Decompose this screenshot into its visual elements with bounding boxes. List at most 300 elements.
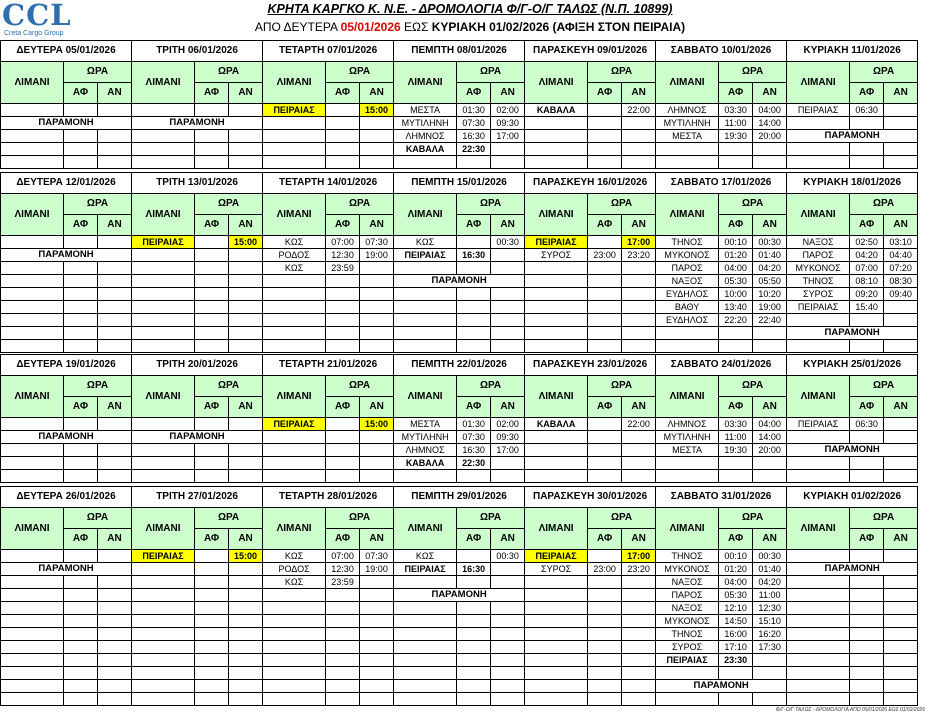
departure-column-header: ΑΝ xyxy=(229,397,263,418)
arrival-time-cell xyxy=(326,615,360,628)
arrival-time-cell xyxy=(326,288,360,301)
schedule-week-2 xyxy=(0,172,918,353)
port-cell xyxy=(787,117,850,130)
departure-time-cell xyxy=(622,628,656,641)
departure-time-cell: 23:20 xyxy=(622,563,656,576)
departure-time-cell xyxy=(622,288,656,301)
arrival-time-cell xyxy=(326,602,360,615)
departure-time-cell xyxy=(491,628,525,641)
arrival-time-cell: 07:30 xyxy=(457,431,491,444)
departure-time-cell xyxy=(884,641,918,654)
arrival-time-cell xyxy=(64,589,98,602)
departure-time-cell xyxy=(491,693,525,706)
arrival-column-header: ΑΦ xyxy=(195,529,229,550)
port-cell: ΠΑΡΟΣ xyxy=(656,262,719,275)
port-cell xyxy=(263,327,326,340)
subtitle-mid: ΕΩΣ xyxy=(400,20,432,34)
arrival-time-cell: 08:10 xyxy=(850,275,884,288)
departure-time-cell xyxy=(622,327,656,340)
departure-column-header: ΑΝ xyxy=(753,529,787,550)
port-cell: ΚΩΣ xyxy=(263,576,326,589)
day-header: ΔΕΥΤΕΡΑ 12/01/2026 xyxy=(1,173,132,194)
port-cell xyxy=(132,602,195,615)
port-cell xyxy=(525,457,588,470)
schedule-row xyxy=(1,117,918,130)
port-cell xyxy=(525,314,588,327)
arrival-time-cell xyxy=(457,680,491,693)
arrival-time-cell xyxy=(588,288,622,301)
arrival-time-cell xyxy=(719,143,753,156)
port-cell: ΚΑΒΑΛΑ xyxy=(525,104,588,117)
arrival-time-cell xyxy=(326,314,360,327)
port-column-header: ΛΙΜΑΝΙ xyxy=(132,194,195,236)
port-cell xyxy=(525,667,588,680)
port-cell: ΡΟΔΟΣ xyxy=(263,563,326,576)
departure-time-cell xyxy=(360,314,394,327)
departure-time-cell xyxy=(360,693,394,706)
layover-note: ΠΑΡΑΜΟΝΗ xyxy=(787,563,918,576)
departure-time-cell xyxy=(360,457,394,470)
port-cell xyxy=(263,431,326,444)
arrival-time-cell xyxy=(64,470,98,483)
port-column-header: ΛΙΜΑΝΙ xyxy=(263,62,326,104)
departure-time-cell xyxy=(360,641,394,654)
port-cell: ΜΥΚΟΝΟΣ xyxy=(656,249,719,262)
arrival-time-cell: 03:30 xyxy=(719,104,753,117)
schedule-row xyxy=(1,654,918,667)
departure-column-header: ΑΝ xyxy=(753,215,787,236)
departure-time-cell xyxy=(884,470,918,483)
arrival-time-cell xyxy=(719,327,753,340)
arrival-time-cell xyxy=(588,444,622,457)
arrival-time-cell xyxy=(326,301,360,314)
departure-time-cell: 09:30 xyxy=(491,117,525,130)
arrival-time-cell xyxy=(195,576,229,589)
departure-time-cell xyxy=(622,117,656,130)
departure-time-cell xyxy=(622,602,656,615)
day-header: ΠΑΡΑΣΚΕΥΗ 09/01/2026 xyxy=(525,41,656,62)
arrival-time-cell: 15:40 xyxy=(850,301,884,314)
port-cell: ΜΕΣΤΑ xyxy=(394,104,457,117)
departure-time-cell xyxy=(98,143,132,156)
departure-time-cell xyxy=(753,470,787,483)
time-column-header: ΩΡΑ xyxy=(588,62,656,83)
port-cell xyxy=(132,340,195,353)
departure-column-header: ΑΝ xyxy=(491,83,525,104)
arrival-time-cell: 23:00 xyxy=(588,249,622,262)
port-cell xyxy=(263,602,326,615)
arrival-time-cell xyxy=(588,156,622,169)
arrival-time-cell: 12:30 xyxy=(326,563,360,576)
layover-note: ΠΑΡΑΜΟΝΗ xyxy=(132,431,263,444)
port-cell xyxy=(263,288,326,301)
port-cell xyxy=(132,275,195,288)
schedule-row xyxy=(1,589,918,602)
arrival-time-cell xyxy=(64,143,98,156)
departure-column-header: ΑΝ xyxy=(98,529,132,550)
departure-time-cell xyxy=(884,628,918,641)
arrival-time-cell: 02:50 xyxy=(850,236,884,249)
arrival-time-cell xyxy=(64,654,98,667)
port-column-header: ΛΙΜΑΝΙ xyxy=(525,508,588,550)
day-header: ΣΑΒΒΑΤΟ 24/01/2026 xyxy=(656,355,787,376)
port-cell xyxy=(263,301,326,314)
departure-time-cell: 19:00 xyxy=(753,301,787,314)
departure-time-cell: 19:00 xyxy=(360,563,394,576)
departure-time-cell xyxy=(491,301,525,314)
arrival-time-cell xyxy=(588,314,622,327)
arrival-time-cell xyxy=(326,327,360,340)
time-column-header: ΩΡΑ xyxy=(64,376,132,397)
departure-time-cell xyxy=(360,654,394,667)
logo-letters: CCL xyxy=(2,0,72,32)
departure-time-cell xyxy=(360,262,394,275)
arrival-time-cell: 11:00 xyxy=(719,431,753,444)
schedule-row xyxy=(1,418,918,431)
departure-time-cell xyxy=(360,576,394,589)
schedule-row xyxy=(1,563,918,576)
port-cell xyxy=(1,314,64,327)
port-cell: ΚΑΒΑΛΑ xyxy=(394,143,457,156)
departure-column-header: ΑΝ xyxy=(884,215,918,236)
port-column-header: ΛΙΜΑΝΙ xyxy=(132,376,195,418)
port-cell xyxy=(787,628,850,641)
port-column-header: ΛΙΜΑΝΙ xyxy=(787,508,850,550)
time-column-header: ΩΡΑ xyxy=(64,62,132,83)
day-header: ΤΡΙΤΗ 13/01/2026 xyxy=(132,173,263,194)
departure-time-cell xyxy=(229,576,263,589)
arrival-column-header: ΑΦ xyxy=(195,397,229,418)
departure-time-cell xyxy=(491,641,525,654)
departure-time-cell: 02:00 xyxy=(491,418,525,431)
port-cell xyxy=(132,641,195,654)
departure-time-cell: 15:00 xyxy=(229,236,263,249)
arrival-time-cell: 07:00 xyxy=(850,262,884,275)
arrival-time-cell xyxy=(588,470,622,483)
day-header: ΠΑΡΑΣΚΕΥΗ 16/01/2026 xyxy=(525,173,656,194)
port-cell: ΠΕΙΡΑΙΑΣ xyxy=(132,236,195,249)
port-cell xyxy=(1,628,64,641)
departure-column-header: ΑΝ xyxy=(491,529,525,550)
port-cell: ΚΑΒΑΛΑ xyxy=(525,418,588,431)
arrival-time-cell xyxy=(719,156,753,169)
port-cell xyxy=(1,589,64,602)
departure-time-cell: 22:00 xyxy=(622,104,656,117)
port-cell: ΜΥΤΙΛΗΝΗ xyxy=(394,431,457,444)
arrival-column-header: ΑΦ xyxy=(64,529,98,550)
layover-note: ΠΑΡΑΜΟΝΗ xyxy=(132,117,263,130)
arrival-time-cell xyxy=(588,589,622,602)
port-cell xyxy=(656,667,719,680)
departure-time-cell: 09:30 xyxy=(491,431,525,444)
subtitle-start-date: 05/01/2026 xyxy=(340,20,401,34)
schedule-row xyxy=(1,641,918,654)
port-cell xyxy=(263,667,326,680)
arrival-time-cell: 16:30 xyxy=(457,444,491,457)
time-column-header: ΩΡΑ xyxy=(326,508,394,529)
arrival-column-header: ΑΦ xyxy=(326,83,360,104)
departure-column-header: ΑΝ xyxy=(753,83,787,104)
departure-time-cell xyxy=(98,288,132,301)
departure-time-cell xyxy=(884,431,918,444)
day-header-row xyxy=(1,355,918,376)
arrival-time-cell: 23:59 xyxy=(326,576,360,589)
departure-time-cell: 22:40 xyxy=(753,314,787,327)
arrival-time-cell xyxy=(195,340,229,353)
departure-column-header: ΑΝ xyxy=(229,215,263,236)
arrival-column-header: ΑΦ xyxy=(588,83,622,104)
arrival-time-cell xyxy=(588,143,622,156)
departure-column-header: ΑΝ xyxy=(622,529,656,550)
arrival-time-cell xyxy=(195,236,229,249)
departure-time-cell xyxy=(622,667,656,680)
schedule-row xyxy=(1,156,918,169)
arrival-time-cell: 22:30 xyxy=(457,457,491,470)
departure-time-cell: 22:00 xyxy=(622,418,656,431)
port-cell: ΝΑΞΟΣ xyxy=(656,576,719,589)
departure-column-header: ΑΝ xyxy=(491,215,525,236)
departure-time-cell xyxy=(491,615,525,628)
schedule-row xyxy=(1,288,918,301)
port-cell xyxy=(525,143,588,156)
departure-time-cell xyxy=(753,667,787,680)
departure-time-cell: 04:00 xyxy=(753,418,787,431)
departure-time-cell xyxy=(622,340,656,353)
port-cell: ΠΕΙΡΑΙΑΣ xyxy=(787,104,850,117)
arrival-time-cell: 06:30 xyxy=(850,418,884,431)
port-cell: ΤΗΝΟΣ xyxy=(656,236,719,249)
port-cell xyxy=(787,589,850,602)
departure-time-cell xyxy=(98,457,132,470)
day-header: ΤΕΤΑΡΤΗ 07/01/2026 xyxy=(263,41,394,62)
departure-time-cell xyxy=(491,470,525,483)
arrival-column-header: ΑΦ xyxy=(588,397,622,418)
departure-time-cell xyxy=(360,667,394,680)
schedule-row xyxy=(1,444,918,457)
arrival-column-header: ΑΦ xyxy=(64,83,98,104)
port-cell xyxy=(394,680,457,693)
departure-time-cell xyxy=(753,156,787,169)
port-cell xyxy=(1,693,64,706)
port-cell xyxy=(132,314,195,327)
arrival-time-cell xyxy=(326,444,360,457)
time-column-header: ΩΡΑ xyxy=(457,508,525,529)
departure-column-header: ΑΝ xyxy=(622,397,656,418)
port-column-header: ΛΙΜΑΝΙ xyxy=(656,376,719,418)
arrival-time-cell xyxy=(64,602,98,615)
arrival-time-cell xyxy=(195,301,229,314)
departure-time-cell xyxy=(98,340,132,353)
departure-time-cell xyxy=(229,628,263,641)
schedule-row xyxy=(1,262,918,275)
port-cell xyxy=(525,680,588,693)
port-cell: ΠΕΙΡΑΙΑΣ xyxy=(525,236,588,249)
departure-time-cell xyxy=(98,275,132,288)
port-column-header: ΛΙΜΑΝΙ xyxy=(394,376,457,418)
port-cell: ΤΗΝΟΣ xyxy=(656,550,719,563)
departure-time-cell xyxy=(229,314,263,327)
port-cell xyxy=(1,288,64,301)
arrival-time-cell xyxy=(195,641,229,654)
arrival-time-cell xyxy=(64,628,98,641)
port-cell xyxy=(1,602,64,615)
departure-time-cell xyxy=(229,457,263,470)
arrival-time-cell xyxy=(850,615,884,628)
port-cell xyxy=(132,615,195,628)
day-header: ΚΥΡΙΑΚΗ 18/01/2026 xyxy=(787,173,918,194)
departure-time-cell: 14:00 xyxy=(753,117,787,130)
departure-time-cell xyxy=(98,418,132,431)
arrival-time-cell: 14:50 xyxy=(719,615,753,628)
port-cell xyxy=(1,262,64,275)
port-cell xyxy=(1,301,64,314)
departure-column-header: ΑΝ xyxy=(229,529,263,550)
port-cell xyxy=(787,641,850,654)
arrival-time-cell xyxy=(457,628,491,641)
arrival-time-cell xyxy=(588,654,622,667)
port-cell xyxy=(263,641,326,654)
arrival-time-cell xyxy=(195,628,229,641)
port-cell xyxy=(263,130,326,143)
departure-time-cell: 15:00 xyxy=(360,104,394,117)
departure-time-cell xyxy=(491,576,525,589)
departure-time-cell: 02:00 xyxy=(491,104,525,117)
day-header: ΔΕΥΤΕΡΑ 05/01/2026 xyxy=(1,41,132,62)
arrival-time-cell: 05:30 xyxy=(719,589,753,602)
column-header-row xyxy=(1,508,918,529)
departure-time-cell xyxy=(491,563,525,576)
schedule-row xyxy=(1,301,918,314)
departure-time-cell xyxy=(229,340,263,353)
port-cell: ΠΕΙΡΑΙΑΣ xyxy=(394,249,457,262)
port-cell: ΜΥΤΙΛΗΝΗ xyxy=(394,117,457,130)
arrival-column-header: ΑΦ xyxy=(850,215,884,236)
port-cell xyxy=(656,156,719,169)
departure-time-cell: 08:30 xyxy=(884,275,918,288)
time-column-header: ΩΡΑ xyxy=(195,376,263,397)
departure-time-cell xyxy=(360,156,394,169)
arrival-time-cell xyxy=(326,457,360,470)
port-cell xyxy=(787,470,850,483)
port-cell: ΕΥΔΗΛΟΣ xyxy=(656,314,719,327)
departure-time-cell xyxy=(884,117,918,130)
departure-time-cell: 07:20 xyxy=(884,262,918,275)
port-cell xyxy=(525,117,588,130)
departure-time-cell xyxy=(884,301,918,314)
departure-time-cell xyxy=(491,288,525,301)
arrival-time-cell xyxy=(457,327,491,340)
port-cell xyxy=(263,143,326,156)
time-column-header: ΩΡΑ xyxy=(64,508,132,529)
departure-time-cell xyxy=(98,576,132,589)
port-cell xyxy=(787,667,850,680)
day-header: ΔΕΥΤΕΡΑ 19/01/2026 xyxy=(1,355,132,376)
departure-column-header: ΑΝ xyxy=(753,397,787,418)
schedule-row xyxy=(1,236,918,249)
departure-time-cell: 17:00 xyxy=(491,130,525,143)
port-cell xyxy=(1,275,64,288)
arrival-column-header: ΑΦ xyxy=(326,529,360,550)
departure-time-cell xyxy=(98,654,132,667)
port-column-header: ΛΙΜΑΝΙ xyxy=(394,194,457,236)
port-column-header: ΛΙΜΑΝΙ xyxy=(656,62,719,104)
port-column-header: ΛΙΜΑΝΙ xyxy=(1,194,64,236)
arrival-time-cell xyxy=(457,236,491,249)
arrival-time-cell xyxy=(195,563,229,576)
column-header-row xyxy=(1,62,918,83)
departure-time-cell xyxy=(753,143,787,156)
departure-time-cell xyxy=(98,262,132,275)
port-cell xyxy=(787,314,850,327)
time-column-header: ΩΡΑ xyxy=(326,376,394,397)
time-column-header: ΩΡΑ xyxy=(850,62,918,83)
departure-time-cell xyxy=(98,628,132,641)
footer-note: Φ/Γ-Ο/Γ ΤΑΛΩΣ - ΔΡΟΜΟΛΟΓΙΑ ΑΠΟ 05/01/2026 ΕΩΣ 01/02/2026 xyxy=(775,707,925,713)
departure-time-cell xyxy=(360,117,394,130)
port-cell xyxy=(787,156,850,169)
port-cell xyxy=(394,602,457,615)
departure-time-cell: 00:30 xyxy=(753,236,787,249)
departure-time-cell xyxy=(360,680,394,693)
departure-time-cell xyxy=(884,615,918,628)
port-cell xyxy=(132,262,195,275)
port-cell xyxy=(656,327,719,340)
departure-time-cell xyxy=(229,641,263,654)
arrival-column-header: ΑΦ xyxy=(326,397,360,418)
port-cell: ΜΥΤΙΛΗΝΗ xyxy=(656,431,719,444)
port-cell: ΠΑΡΟΣ xyxy=(656,589,719,602)
port-cell xyxy=(263,340,326,353)
departure-time-cell: 19:00 xyxy=(360,249,394,262)
arrival-time-cell xyxy=(195,550,229,563)
arrival-time-cell xyxy=(326,418,360,431)
port-cell xyxy=(1,641,64,654)
departure-time-cell xyxy=(229,143,263,156)
departure-time-cell xyxy=(884,654,918,667)
arrival-time-cell: 11:00 xyxy=(719,117,753,130)
time-column-header: ΩΡΑ xyxy=(64,194,132,215)
port-cell xyxy=(132,418,195,431)
arrival-time-cell xyxy=(588,301,622,314)
arrival-time-cell xyxy=(326,667,360,680)
port-column-header: ΛΙΜΑΝΙ xyxy=(787,62,850,104)
port-cell xyxy=(132,130,195,143)
day-header-row xyxy=(1,487,918,508)
time-column-header: ΩΡΑ xyxy=(850,376,918,397)
departure-time-cell xyxy=(229,301,263,314)
port-cell xyxy=(394,340,457,353)
column-header-row xyxy=(1,376,918,397)
departure-time-cell: 04:00 xyxy=(753,104,787,117)
logo-tagline: Creta Cargo Group xyxy=(4,30,64,37)
departure-time-cell xyxy=(98,680,132,693)
port-cell xyxy=(787,654,850,667)
departure-time-cell: 20:00 xyxy=(753,444,787,457)
arrival-time-cell: 22:20 xyxy=(719,314,753,327)
arrival-time-cell xyxy=(326,104,360,117)
port-cell xyxy=(132,288,195,301)
schedule-row xyxy=(1,431,918,444)
arrival-time-cell: 01:20 xyxy=(719,249,753,262)
arrival-time-cell xyxy=(195,667,229,680)
port-cell xyxy=(132,143,195,156)
arrival-time-cell xyxy=(457,667,491,680)
departure-time-cell xyxy=(753,693,787,706)
arrival-time-cell xyxy=(326,654,360,667)
arrival-time-cell: 22:30 xyxy=(457,143,491,156)
port-cell: ΛΗΜΝΟΣ xyxy=(656,418,719,431)
departure-column-header: ΑΝ xyxy=(622,215,656,236)
